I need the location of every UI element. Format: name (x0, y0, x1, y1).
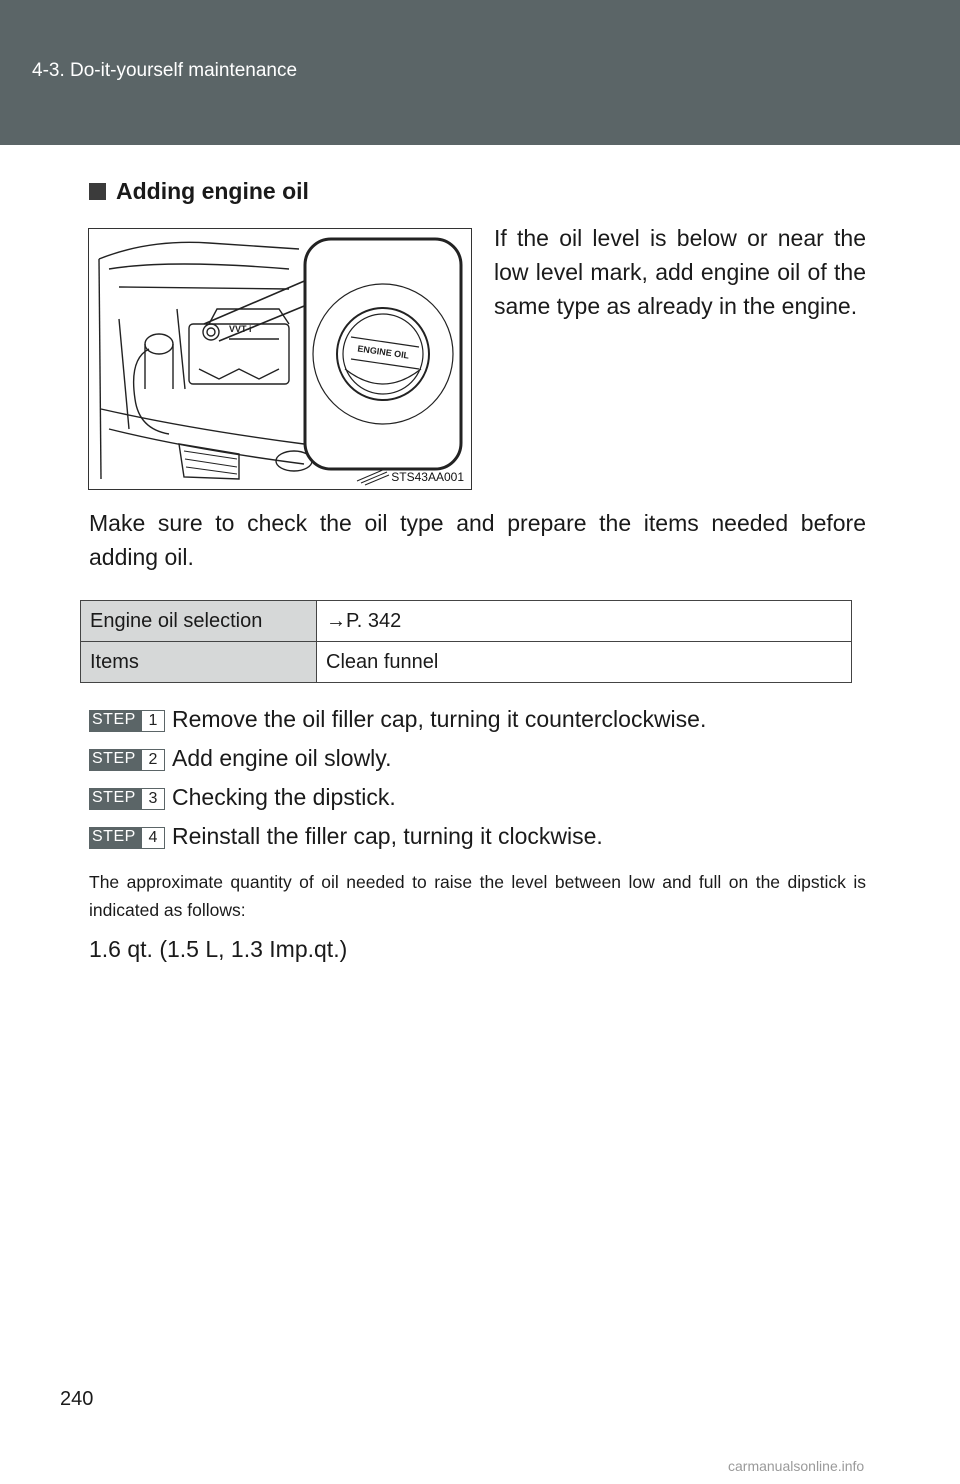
oil-type-paragraph: Make sure to check the oil type and prepare the items needed before adding oil. (89, 510, 866, 570)
step-badge-label: STEP (92, 750, 136, 767)
section-heading-text: Adding engine oil (116, 178, 309, 204)
engine-label: VVT-i (229, 324, 252, 334)
step-badge-label: STEP (92, 828, 136, 845)
step-number: 4 (141, 827, 165, 849)
step-number: 1 (141, 710, 165, 732)
square-bullet-icon (89, 183, 106, 200)
step-number: 2 (141, 749, 165, 771)
table-row (81, 601, 852, 642)
step-badge (89, 788, 165, 810)
items-table (80, 600, 852, 683)
step-badge (89, 827, 165, 849)
step-number: 3 (141, 788, 165, 810)
step-badge (89, 749, 165, 771)
table-value: Clean funnel (317, 642, 852, 683)
page-number: 240 (60, 1388, 94, 1410)
oil-quantity: 1.6 qt. (1.5 L, 1.3 Imp.qt.) (89, 936, 348, 962)
step-badge-label: STEP (92, 711, 136, 728)
figure-code: STS43AA001 (391, 470, 464, 484)
table-row (81, 642, 852, 683)
table-label: Items (81, 642, 317, 683)
engine-illustration (88, 228, 472, 490)
page-header (0, 0, 960, 145)
engine-drawing (89, 229, 473, 491)
quantity-note: The approximate quantity of oil needed to raise the level between low and full on the dipstick is indicated as follows: (89, 872, 866, 920)
step-badge-label: STEP (92, 789, 136, 806)
intro-text: If the oil level is below or near the low level mark, add engine oil of the same type as already in the engine. (494, 225, 866, 319)
step-text: Checking the dipstick. (172, 784, 396, 810)
step-text: Add engine oil slowly. (172, 745, 392, 771)
step-badge (89, 710, 165, 732)
watermark: carmanualsonline.info (728, 1458, 865, 1474)
step-text: Remove the oil filler cap, turning it counterclockwise. (172, 706, 707, 732)
cap-label: ENGINE OIL (356, 343, 410, 361)
section-heading (89, 178, 309, 205)
table-label: Engine oil selection (81, 601, 317, 642)
header-title: 4-3. Do-it-yourself maintenance (32, 60, 298, 81)
step-text: Reinstall the filler cap, turning it clockwise. (172, 823, 603, 849)
table-value: →P. 342 (317, 601, 852, 642)
